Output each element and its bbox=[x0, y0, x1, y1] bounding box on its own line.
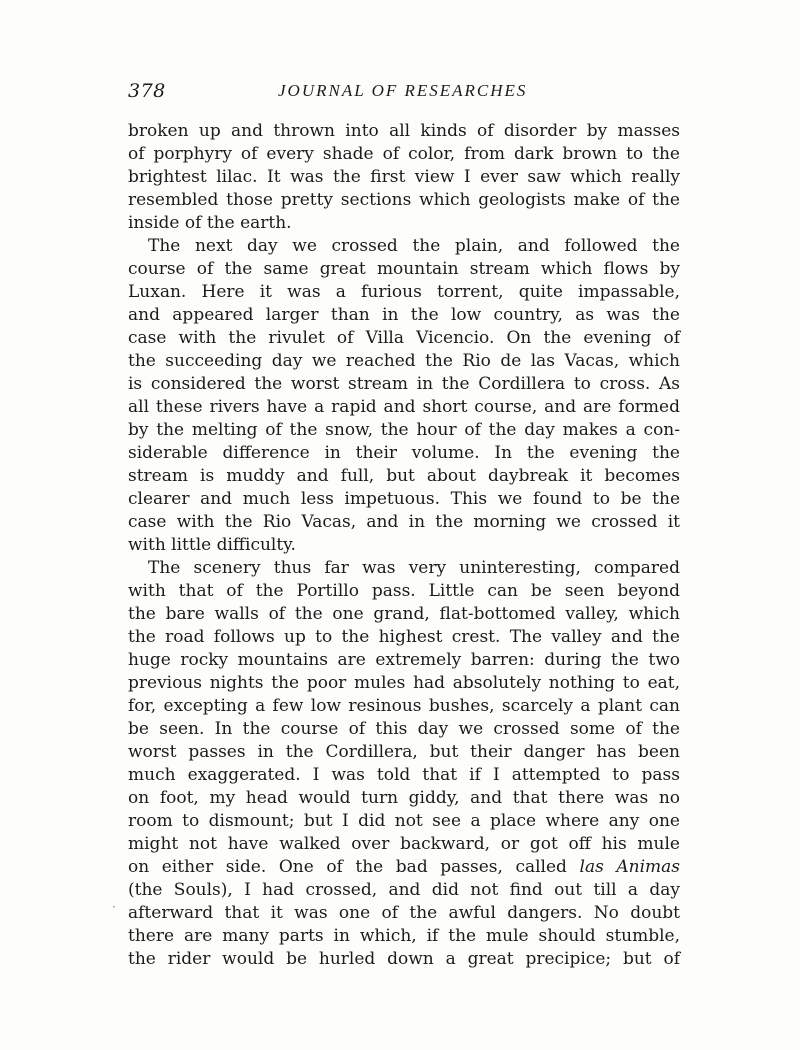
text-line: with little difficulty. bbox=[128, 535, 296, 555]
italic-phrase: las Animas bbox=[579, 857, 681, 877]
text-line: broken up and thrown into all kinds of disorder by masses bbox=[128, 121, 680, 141]
text-line: be seen. In the course of this day we crossed some of the bbox=[128, 719, 680, 739]
text-line: siderable difference in their volume. In the evening the bbox=[128, 443, 680, 463]
text-line: case with the rivulet of Villa Vicencio. On the evening of bbox=[128, 328, 680, 348]
text-line: room to dismount; but I did not see a place where any one bbox=[128, 811, 680, 831]
text-line: Luxan. Here it was a furious torrent, quite impassable, bbox=[128, 282, 680, 302]
text-line: worst passes in the Cordillera, but their danger has been bbox=[128, 742, 680, 762]
running-head bbox=[128, 80, 680, 106]
text-line: the road follows up to the highest crest. The valley and the bbox=[128, 627, 680, 647]
text-line: and appeared larger than in the low country, as was the bbox=[128, 305, 680, 325]
text-line: afterward that it was one of the awful dangers. No doubt bbox=[128, 903, 680, 923]
text-line-with-italic bbox=[128, 856, 680, 879]
page-number: 378 bbox=[128, 80, 166, 102]
text-line: previous nights the poor mules had absolutely nothing to eat, bbox=[128, 673, 680, 693]
text-line: case with the Rio Vacas, and in the morning we crossed it bbox=[128, 512, 680, 532]
text-line: of porphyry of every shade of color, from dark brown to the bbox=[128, 144, 680, 164]
text-line: the succeeding day we reached the Rio de las Vacas, which bbox=[128, 351, 680, 371]
text-segment: on either side. One of the bad passes, called bbox=[128, 857, 567, 877]
text-line: there are many parts in which, if the mule should stumble, bbox=[128, 926, 680, 946]
text-line: brightest lilac. It was the first view I ever saw which really bbox=[128, 167, 680, 187]
text-line: for, excepting a few low resinous bushes, scarcely a plant can bbox=[128, 696, 680, 716]
text-line: clearer and much less impetuous. This we found to be the bbox=[128, 489, 680, 509]
body-text bbox=[128, 120, 680, 971]
text-line: is considered the worst stream in the Cordillera to cross. As bbox=[128, 374, 680, 394]
paragraph-start-line: The next day we crossed the plain, and followed the bbox=[148, 236, 680, 256]
text-line: resembled those pretty sections which geologists make of the bbox=[128, 190, 680, 210]
text-line: much exaggerated. I was told that if I attempted to pass bbox=[128, 765, 680, 785]
text-line: (the Souls), I had crossed, and did not find out till a day bbox=[128, 880, 680, 900]
text-line: course of the same great mountain stream which flows by bbox=[128, 259, 680, 279]
journal-title: JOURNAL OF RESEARCHES bbox=[278, 81, 528, 100]
text-line: huge rocky mountains are extremely barren: during the two bbox=[128, 650, 680, 670]
text-line: the rider would be hurled down a great precipice; but of bbox=[128, 949, 680, 969]
text-line: stream is muddy and full, but about daybreak it becomes bbox=[128, 466, 680, 486]
text-line: the bare walls of the one grand, flat-bottomed valley, which bbox=[128, 604, 680, 624]
text-line: on foot, my head would turn giddy, and that there was no bbox=[128, 788, 680, 808]
text-line: all these rivers have a rapid and short course, and are formed bbox=[128, 397, 680, 417]
text-line: might not have walked over backward, or got off his mule bbox=[128, 834, 680, 854]
paragraph-start-line: The scenery thus far was very uninteresting, compared bbox=[148, 558, 680, 578]
text-line: with that of the Portillo pass. Little can be seen beyond bbox=[128, 581, 680, 601]
margin-mark: · bbox=[112, 900, 116, 914]
text-line: by the melting of the snow, the hour of the day makes a con- bbox=[128, 420, 680, 440]
text-line: inside of the earth. bbox=[128, 213, 292, 233]
